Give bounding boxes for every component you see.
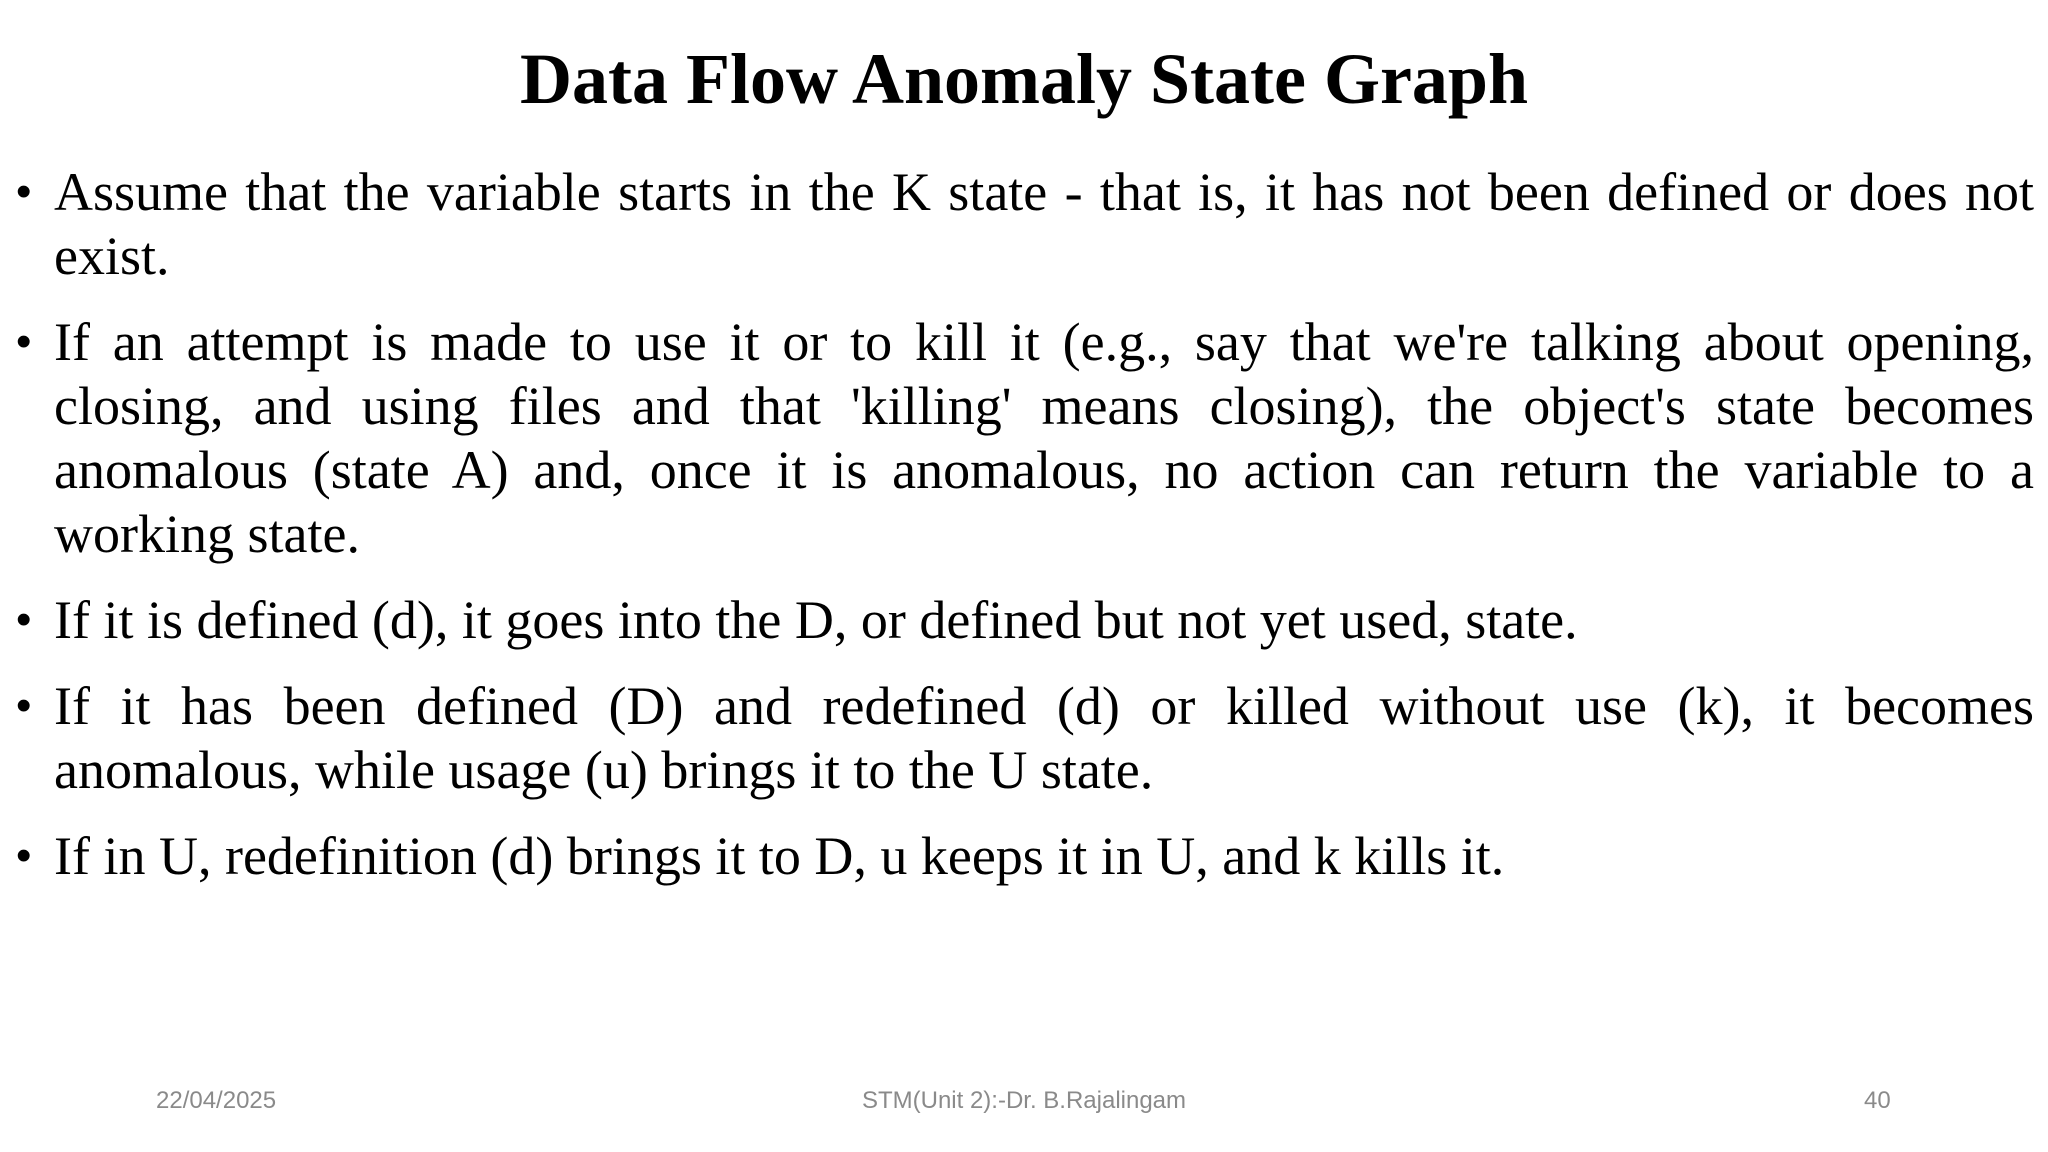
bullet-dot-icon: • (16, 831, 32, 880)
bullet-list (16, 160, 2034, 910)
slide-title: Data Flow Anomaly State Graph (520, 39, 1528, 119)
bullet-dot-icon: • (16, 595, 32, 644)
bullet-item (16, 824, 2034, 888)
bullet-text: Assume that the variable starts in the K state - that is, it has not been defined or does not exist. (54, 162, 2034, 286)
bullet-text: If it is defined (d), it goes into the D, or defined but not yet used, state. (54, 590, 1578, 650)
footer-date: 22/04/2025 (156, 1087, 277, 1114)
bullet-dot-icon: • (16, 167, 32, 216)
bullet-item (16, 588, 2034, 652)
bullet-item (16, 160, 2034, 288)
bullet-text: If in U, redefinition (d) brings it to D, u keeps it in U, and k kills it. (54, 826, 1505, 886)
footer-title: STM(Unit 2):-Dr. B.Rajalingam (861, 1087, 1187, 1114)
bullet-item (16, 674, 2034, 802)
page-number: 40 (1864, 1087, 1891, 1114)
bullet-item (16, 310, 2034, 566)
bullet-dot-icon: • (16, 317, 32, 366)
bullet-dot-icon: • (16, 681, 32, 730)
bullet-text: If it has been defined (D) and redefined (d) or killed without use (k), it becomes anomalous, while usage (u) brings it to the U state. (54, 676, 2034, 800)
bullet-text: If an attempt is made to use it or to kill it (e.g., say that we're talking about opening, closing, and using files and that 'killing' means closing), the object's state becomes anomalous (state A) and, once it is anomalous, no action can return the variable to a working state. (54, 312, 2034, 564)
